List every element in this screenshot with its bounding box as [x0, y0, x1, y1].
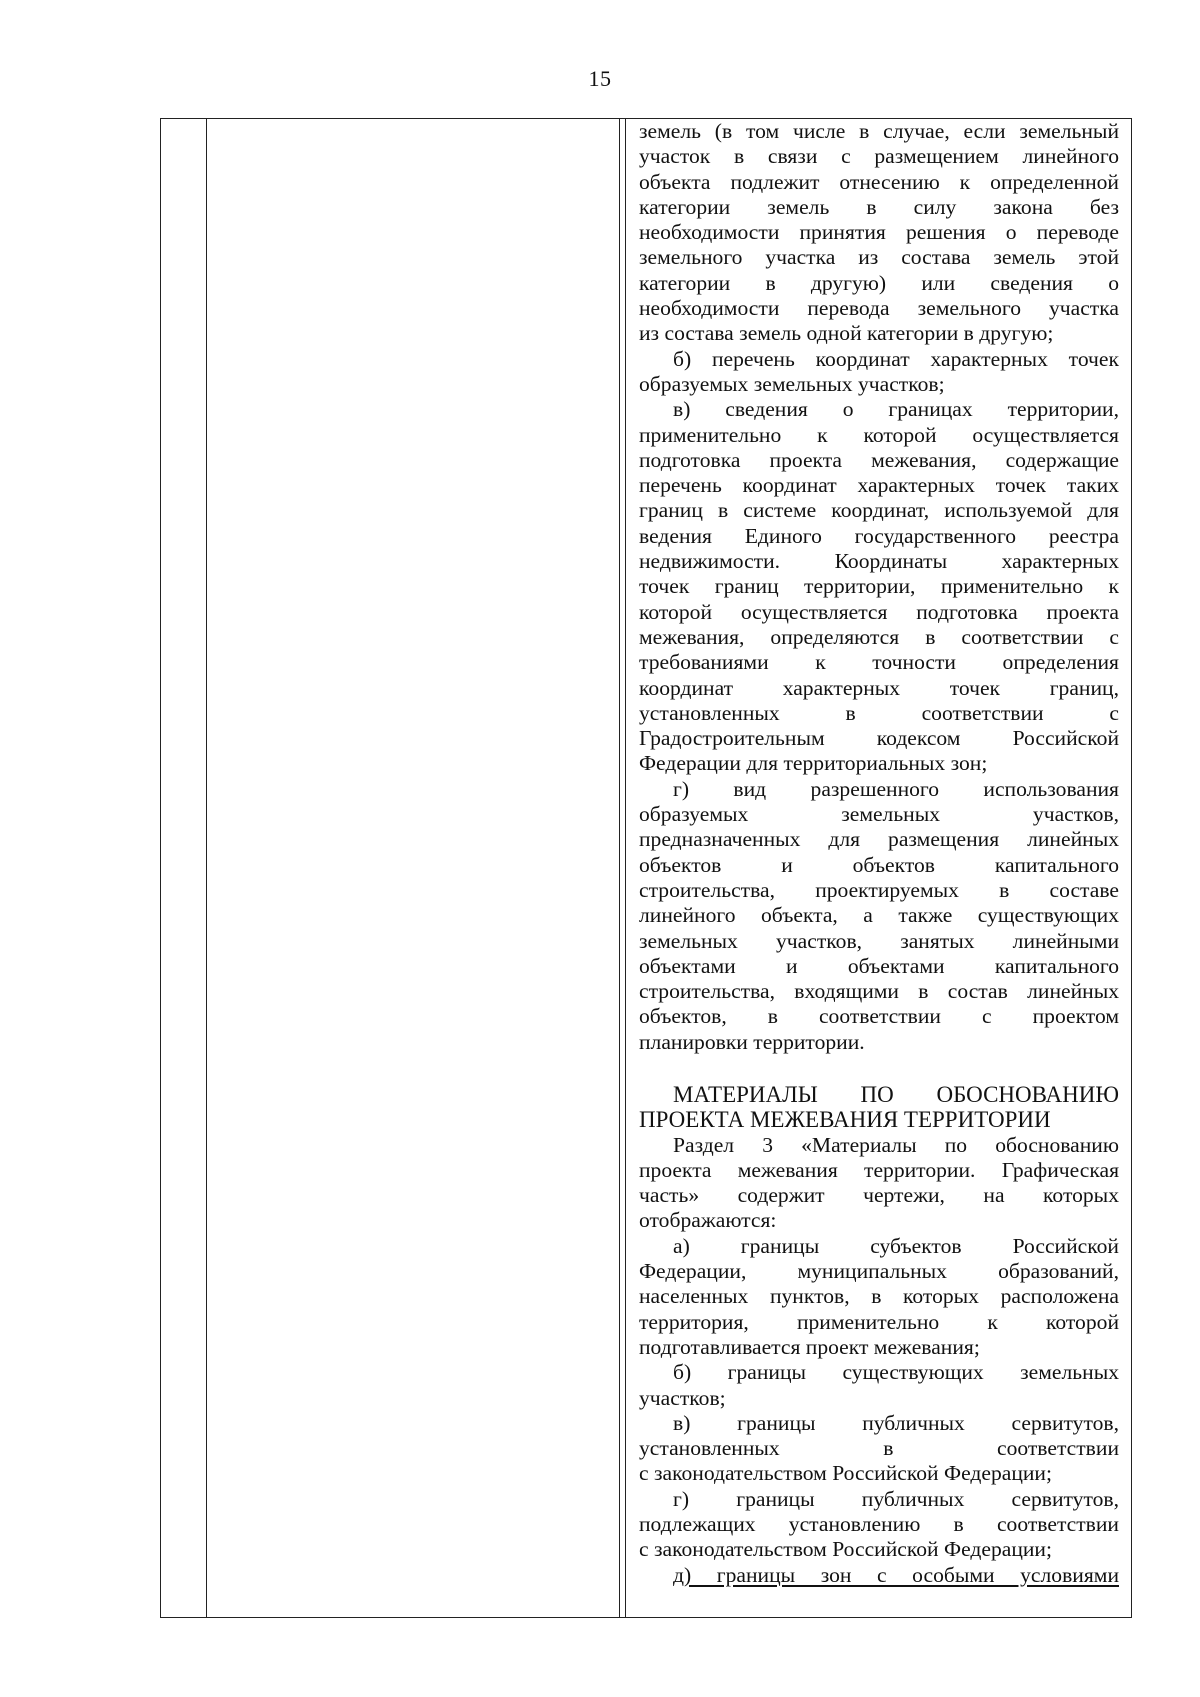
text-line: объектами и объектами капитального [639, 953, 1119, 978]
text-line: д) границы зон с особыми условиями [673, 1562, 1119, 1587]
column-divider-2 [619, 119, 620, 1617]
column-divider-1 [206, 119, 207, 1617]
text-line: б) границы существующих земельных [673, 1360, 1119, 1385]
text-line: с законодательством Российской Федерации; [639, 1537, 1052, 1562]
text-line: строительства, проектируемых в составе [639, 877, 1119, 902]
text-line: необходимости принятия решения о переводе [639, 220, 1119, 245]
text-line: категории в другую) или сведения о [639, 270, 1119, 295]
text-line: ведения Единого государственного реестра [639, 523, 1119, 548]
text-line: объектов, в соответствии с проектом [639, 1004, 1119, 1029]
text-line: установленных в соответствии с [639, 700, 1119, 725]
section-gap [639, 1055, 1119, 1082]
text-line: образуемых земельных участков, [639, 802, 1119, 827]
text-line: с законодательством Российской Федерации; [639, 1461, 1052, 1486]
text-line: Градостроительным кодексом Российской [639, 726, 1119, 751]
table-text-cell [627, 119, 1131, 1617]
text-line: установленных в соответствии [639, 1436, 1119, 1461]
text-line: которой осуществляется подготовка проекта [639, 599, 1119, 624]
text-line: необходимости перевода земельного участка [639, 296, 1119, 321]
text-line: участок в связи с размещением линейного [639, 144, 1119, 169]
text-line: Федерации, муниципальных образований, [639, 1259, 1119, 1284]
text-line: требованиями к точности определения [639, 650, 1119, 675]
text-line: объектов и объектов капитального [639, 852, 1119, 877]
text-line: г) границы публичных сервитутов, [673, 1486, 1119, 1511]
text-line: точек границ территории, применительно к [639, 574, 1119, 599]
text-line: часть» содержит чертежи, на которых [639, 1183, 1119, 1208]
text-line: Федерации для территориальных зон; [639, 751, 988, 776]
text-line: линейного объекта, а также существующих [639, 903, 1119, 928]
text-line: в) сведения о границах территории, [673, 397, 1119, 422]
text-line: подготовка проекта межевания, содержащие [639, 447, 1119, 472]
text-line: подготавливается проект межевания; [639, 1334, 980, 1359]
text-line: объекта подлежит отнесению к определенной [639, 169, 1119, 194]
text-line: образуемых земельных участков; [639, 371, 945, 396]
text-line: земельных участков, занятых линейными [639, 928, 1119, 953]
text-line: из состава земель одной категории в другую; [639, 321, 1054, 346]
text-line: применительно к которой осуществляется [639, 422, 1119, 447]
text-line: населенных пунктов, в которых расположена [639, 1284, 1119, 1309]
text-line: предназначенных для размещения линейных [639, 827, 1119, 852]
text-line: отображаются: [639, 1208, 777, 1233]
text-line: участков; [639, 1385, 726, 1410]
column-divider-3 [625, 119, 626, 1617]
text-line: проекта межевания территории. Графическая [639, 1157, 1119, 1182]
text-line: строительства, входящими в состав линейных [639, 979, 1119, 1004]
text-line: недвижимости. Координаты характерных [639, 549, 1119, 574]
document-table [160, 118, 1132, 1618]
text-line: а) границы субъектов Российской [673, 1233, 1119, 1258]
section-heading: ПРОЕКТА МЕЖЕВАНИЯ ТЕРРИТОРИИ [639, 1107, 1051, 1133]
section-heading: МАТЕРИАЛЫ ПО ОБОСНОВАНИЮ [673, 1081, 1119, 1107]
page-number: 15 [588, 66, 612, 91]
text-line: в) границы публичных сервитутов, [673, 1410, 1119, 1435]
text-line: межевания, определяются в соответствии с [639, 624, 1119, 649]
text-line: Раздел 3 «Материалы по обоснованию [673, 1132, 1119, 1157]
text-line: границ в системе координат, используемой для [639, 498, 1119, 523]
text-line: координат характерных точек границ, [639, 675, 1119, 700]
text-line: территория, применительно к которой [639, 1309, 1119, 1334]
text-line: б) перечень координат характерных точек [673, 346, 1119, 371]
text-line: категории земель в силу закона без [639, 194, 1119, 219]
text-line: планировки территории. [639, 1029, 865, 1054]
text-line: перечень координат характерных точек таких [639, 473, 1119, 498]
text-line: земельного участка из состава земель этой [639, 245, 1119, 270]
text-line: земель (в том числе в случае, если земельный [639, 119, 1119, 143]
text-line: подлежащих установлению в соответствии [639, 1512, 1119, 1537]
text-line: г) вид разрешенного использования [673, 776, 1119, 801]
